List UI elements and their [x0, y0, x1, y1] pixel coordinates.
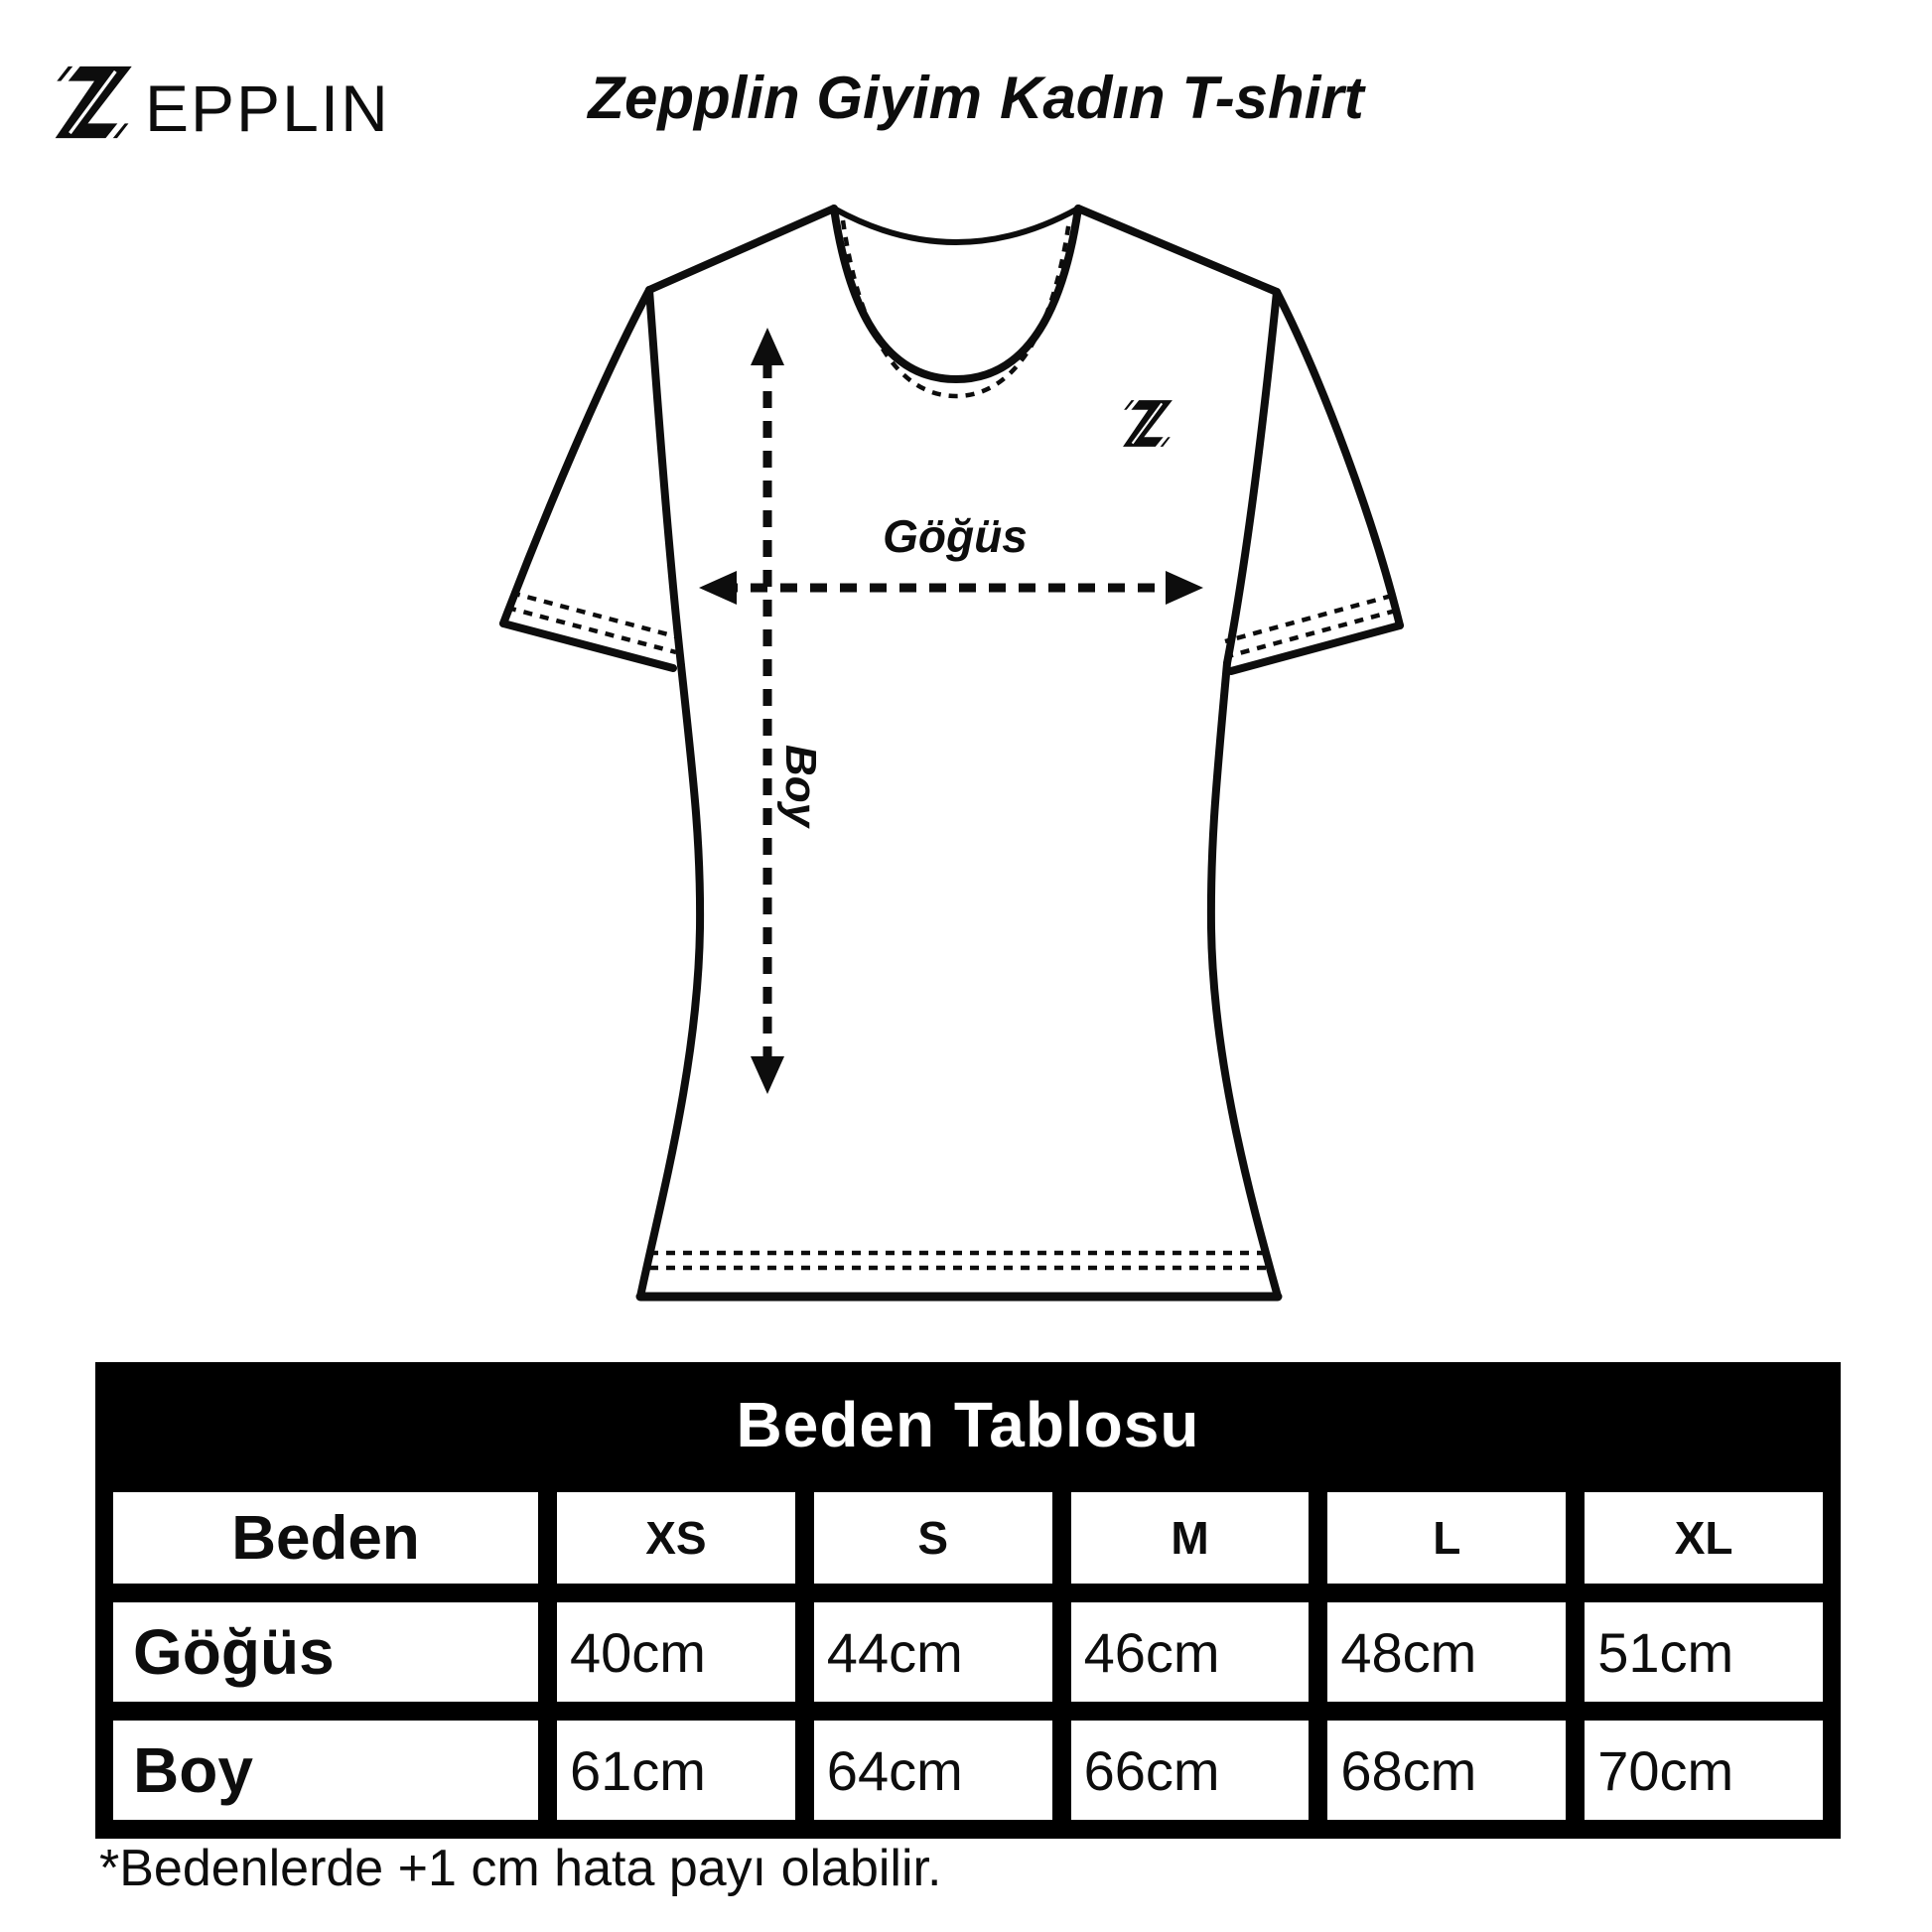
size-table-row-label-gogus: Göğüs: [108, 1597, 543, 1707]
length-measure-arrow: [751, 328, 784, 1094]
table-cell-boy-l: 68cm: [1322, 1716, 1571, 1825]
size-table-grid: [95, 1487, 1841, 1825]
length-label: Boy: [776, 745, 825, 828]
table-cell-gogus-l: 48cm: [1322, 1597, 1571, 1707]
chest-label: Göğüs: [883, 510, 1028, 562]
size-table-header-s: S: [809, 1487, 1057, 1588]
size-table-header-l: L: [1322, 1487, 1571, 1588]
brand-logo-text: EPPLIN: [145, 71, 390, 145]
table-cell-boy-m: 66cm: [1066, 1716, 1314, 1825]
table-cell-gogus-m: 46cm: [1066, 1597, 1314, 1707]
table-cell-gogus-xl: 51cm: [1580, 1597, 1828, 1707]
chest-measure-arrow: [699, 571, 1203, 605]
size-table-header-m: M: [1066, 1487, 1314, 1588]
page-title-bold: Kadın T-shirt: [1000, 65, 1364, 131]
table-cell-boy-xs: 61cm: [552, 1716, 800, 1825]
page-title-regular: Zepplin Giyim: [588, 65, 983, 131]
size-table-title: Beden Tablosu: [736, 1389, 1200, 1460]
size-table-header-beden: Beden: [108, 1487, 543, 1588]
table-cell-gogus-s: 44cm: [809, 1597, 1057, 1707]
size-table-header-xl: XL: [1580, 1487, 1828, 1588]
table-cell-boy-s: 64cm: [809, 1716, 1057, 1825]
tshirt-outline: [503, 208, 1400, 1297]
size-table-row-label-boy: Boy: [108, 1716, 543, 1825]
size-tolerance-footnote: *Bedenlerde +1 cm hata payı olabilir.: [99, 1840, 942, 1897]
size-table-header-xs: XS: [552, 1487, 800, 1588]
table-cell-boy-xl: 70cm: [1580, 1716, 1828, 1825]
size-table: [95, 1362, 1841, 1839]
chest-zepplin-z-icon: [1119, 395, 1176, 451]
table-cell-gogus-xs: 40cm: [552, 1597, 800, 1707]
